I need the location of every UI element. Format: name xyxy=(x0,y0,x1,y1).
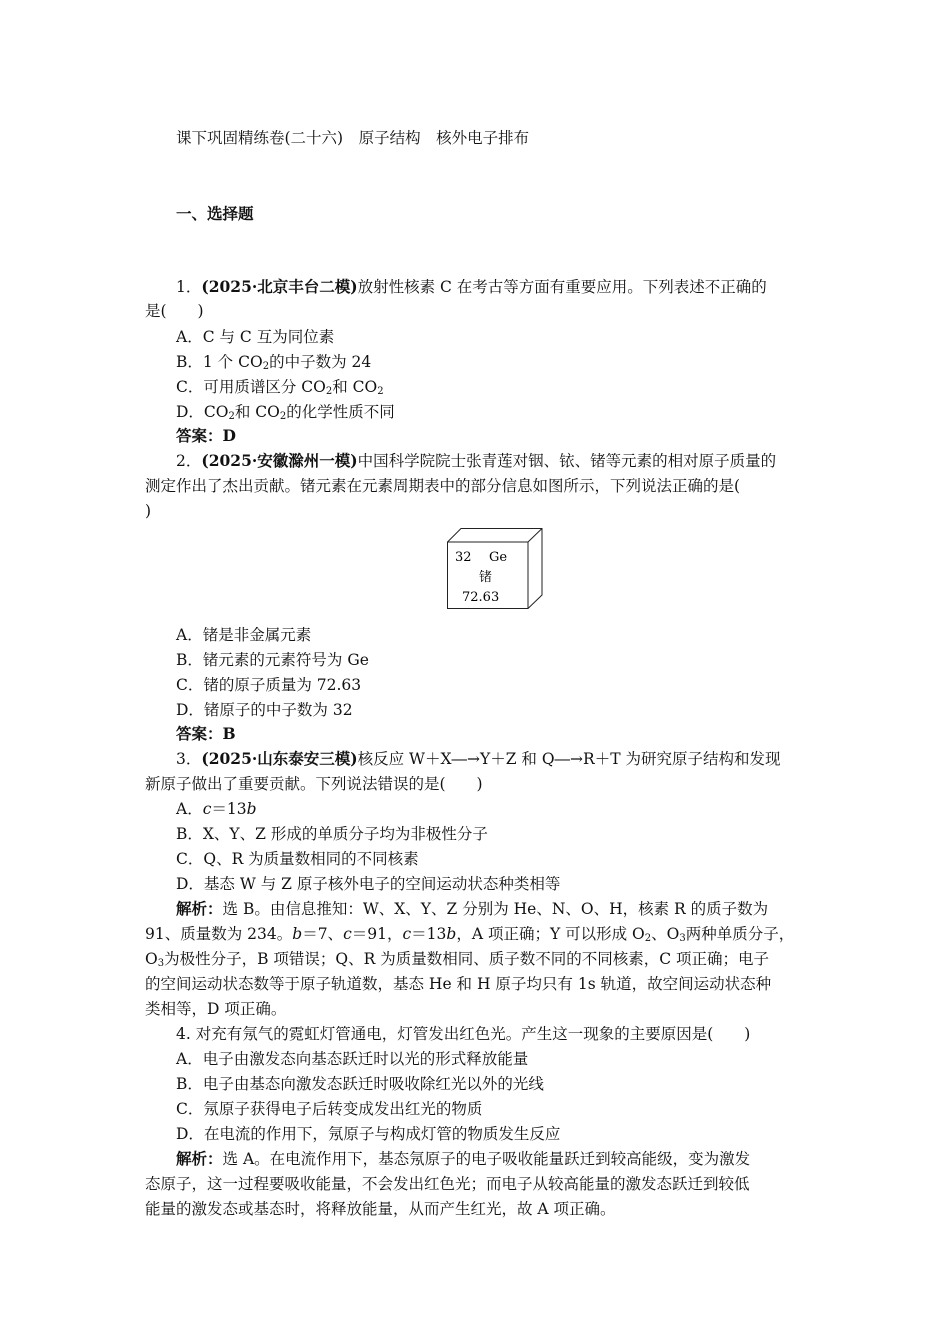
q4-explanation-line2: 态原子，这一过程要吸收能量，不会发出红色光；而电子从较高能量的激发态跃迁到较低 xyxy=(145,1175,750,1193)
q1-stem-line1: 1．(2025·北京丰台二模)放射性核素 C 在考古等方面有重要应用。下列表述不正确的 xyxy=(176,277,767,296)
q1-option-b: B．1 个 $CO_2$的中子数为 24 xyxy=(176,353,372,372)
q4-option-c: C．氖原子获得电子后转变成发出红光的物质 xyxy=(176,1100,483,1118)
q1-stem-line2: 是( ) xyxy=(145,302,204,320)
q4-explanation-line3: 能量的激发态或基态时，将释放能量，从而产生红光，故 A 项正确。 xyxy=(145,1200,616,1218)
q3-explanation-line3: $O_3$为极性分子，B 项错误；Q、R 为质量数相同、质子数不同的不同核素，C 项正确；电子 xyxy=(145,950,770,969)
q1-option-d: D．$CO_2$和 $CO_2$的化学性质不同 xyxy=(176,403,395,422)
element-symbol: Ge xyxy=(489,550,508,565)
q4-option-d: D．在电流的作用下，氖原子与构成灯管的物质发生反应 xyxy=(176,1125,561,1143)
section-heading: 一、选择题 xyxy=(176,204,254,223)
q3-explanation-line1: 解析：选 B。由信息推知：W、X、Y、Z 分别为 He、N、O、H，核素 R 的质子数为 xyxy=(176,899,769,918)
q3-stem-line1: 3．(2025·山东泰安三模)核反应 W＋X―→Y＋Z 和 Q―→R＋T 为研究原子结构和发现 xyxy=(176,749,781,768)
element-name: 锗 xyxy=(479,570,493,585)
element-mass: 72.63 xyxy=(462,590,500,605)
q2-answer: 答案：B xyxy=(176,724,236,743)
q2-stem-line3: ) xyxy=(145,502,152,520)
q3-explanation-line4: 的空间运动状态数等于原子轨道数，基态 He 和 H 原子均只有 1s 轨道，故空间运动状态种 xyxy=(145,975,772,993)
q2-stem-line1: 2．(2025·安徽滁州一模)中国科学院院士张青莲对铟、铱、锗等元素的相对原子质量的 xyxy=(176,451,777,470)
q2-option-b: B．锗元素的元素符号为 Ge xyxy=(176,651,369,669)
q3-option-b: B．X、Y、Z 形成的单质分子均为非极性分子 xyxy=(176,825,488,843)
q4-option-b: B．电子由基态向激发态跃迁时吸收除红光以外的光线 xyxy=(176,1075,544,1093)
q3-explanation-line2: 91、质量数为 234。b＝7、c＝91，c＝13b，A 项正确；Y 可以形成 $O_2$、$O_3$两种单质分子， xyxy=(145,925,795,944)
q4-explanation-line1: 解析：选 A。在电流作用下，基态氖原子的电子吸收能量跃迁到较高能级，变为激发 xyxy=(176,1149,751,1168)
q4-stem: 4. 对充有氖气的霓虹灯管通电，灯管发出红色光。产生这一现象的主要原因是( ) xyxy=(176,1025,751,1043)
q4-option-a: A．电子由激发态向基态跃迁时以光的形式释放能量 xyxy=(176,1050,529,1068)
q2-option-d: D．锗原子的中子数为 32 xyxy=(176,701,353,719)
q2-stem-line2: 测定作出了杰出贡献。锗元素在元素周期表中的部分信息如图所示，下列说法正确的是( xyxy=(145,477,741,495)
q3-stem-line2: 新原子做出了重要贡献。下列说法错误的是( ) xyxy=(145,775,483,793)
q2-option-a: A．锗是非金属元素 xyxy=(176,626,312,644)
q3-explanation-line5: 类相等，D 项正确。 xyxy=(145,1000,287,1018)
page-title: 课下巩固精练卷(二十六) 原子结构 核外电子排布 xyxy=(176,129,530,147)
germanium-element-cube xyxy=(447,528,543,610)
q1-answer: 答案：D xyxy=(176,426,236,445)
q3-option-a: A．c＝13b xyxy=(176,800,257,818)
q2-option-c: C．锗的原子质量为 72.63 xyxy=(176,676,362,694)
q3-option-c: C．Q、R 为质量数相同的不同核素 xyxy=(176,850,419,868)
q1-option-a: A．C 与 C 互为同位素 xyxy=(176,328,335,346)
element-number: 32 xyxy=(455,550,472,565)
q1-option-c: C．可用质谱区分 $CO_2$和 $CO_2$ xyxy=(176,378,384,397)
q3-option-d: D．基态 W 与 Z 原子核外电子的空间运动状态种类相等 xyxy=(176,875,561,893)
